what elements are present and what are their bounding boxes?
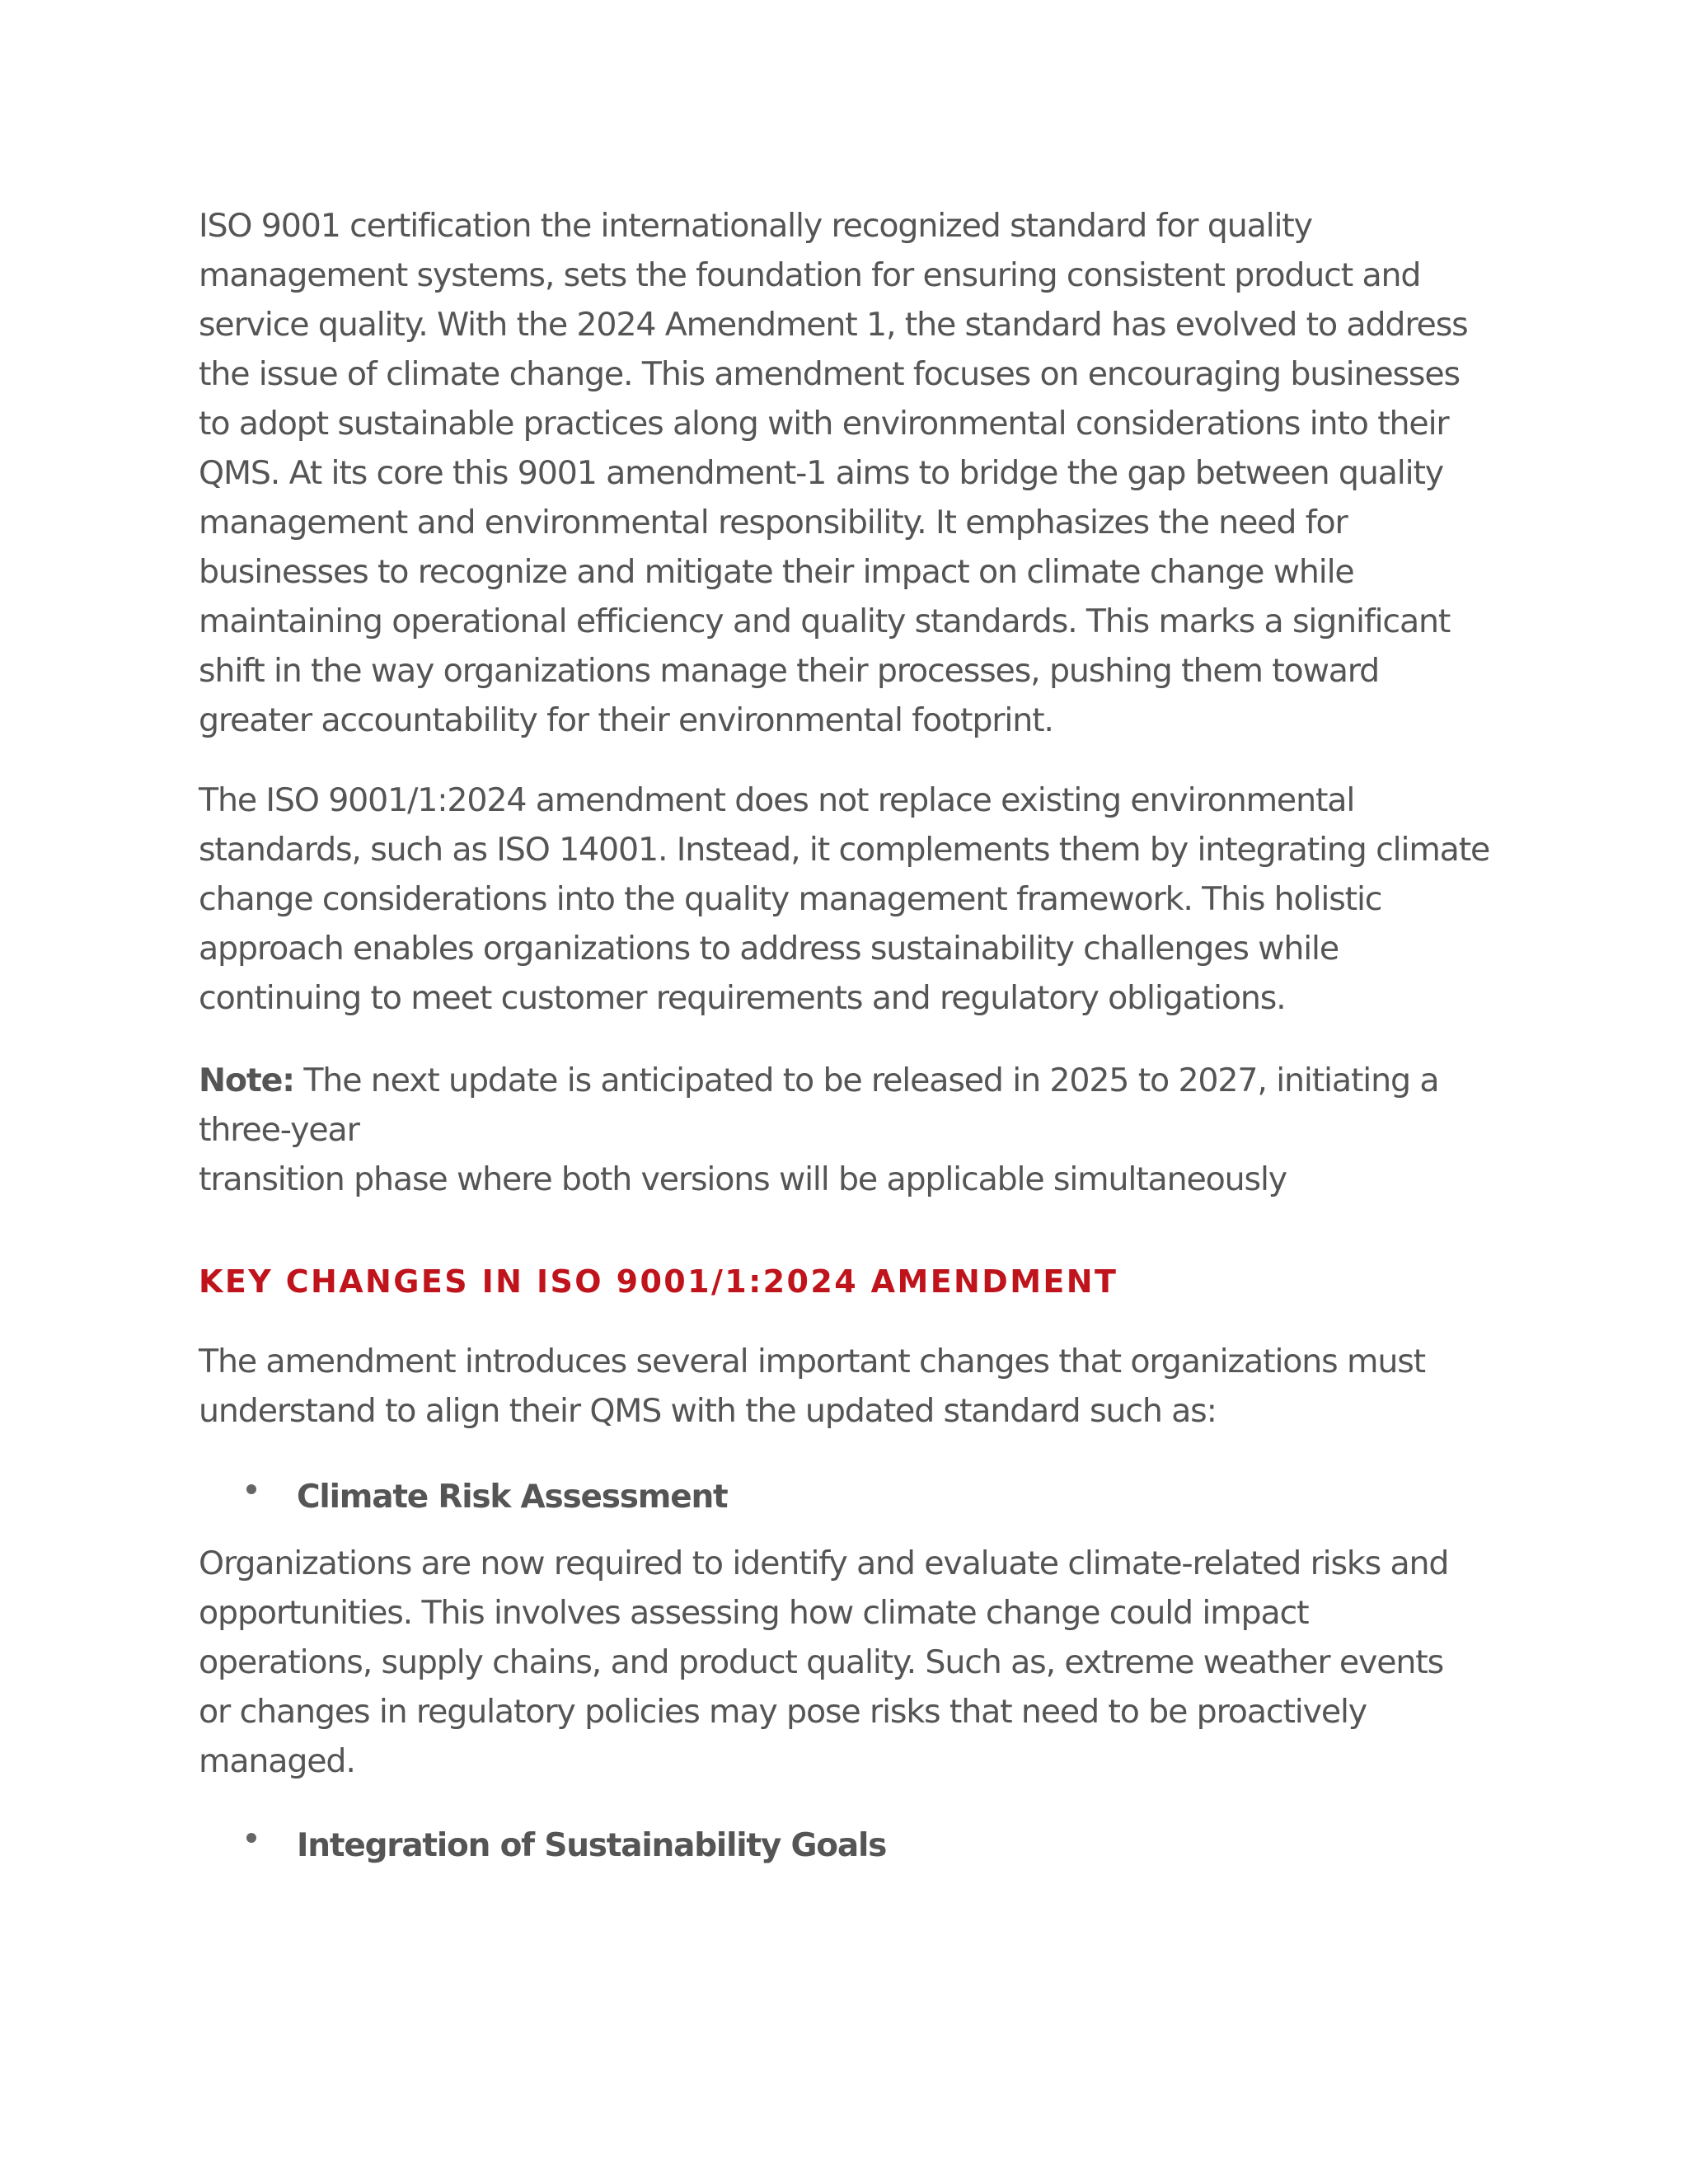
intro-paragraph-1: ISO 9001 certification the internationally recognized standard for quality management systems, sets the foundation for ensuring consistent product and service quality. With the 2024 Amendment 1, the standard has evolved to address the issue of climate change. This amendment focuses on encouraging businesses to adopt sustainable practices along with environmental considerations into their QMS. At its core this 9001 amendment-1 aims to bridge the gap between quality management and environmental responsibility. It emphasizes the need for businesses to recognize and mitigate their impact on climate change while maintaining operational efficiency and quality standards. This marks a significant shift in the way organizations manage their processes, pushing them toward greater accountability for their environmental footprint. — [199, 207, 1468, 739]
note-paragraph — [199, 1056, 1501, 1204]
list-item-title: Climate Risk Assessment — [297, 1479, 728, 1516]
note-text: The next update is anticipated to be released in 2025 to 2027, initiating a three-year transition phase where both versions will be applicable simultaneously — [199, 1062, 1439, 1198]
section-heading: KEY CHANGES IN ISO 9001/1:2024 AMENDMENT — [199, 1263, 1118, 1300]
bullet-icon — [246, 1833, 256, 1843]
list-item-title: Integration of Sustainability Goals — [297, 1827, 887, 1864]
bullet-icon — [246, 1484, 256, 1494]
section-intro-paragraph: The amendment introduces several important changes that organizations must understand to align their QMS with the updated standard such as: — [199, 1343, 1425, 1430]
list-item — [199, 1821, 1501, 1871]
list-item — [199, 1473, 1501, 1522]
intro-paragraph-2: The ISO 9001/1:2024 amendment does not replace existing environmental standards, such as ISO 14001. Instead, it complements them by integrating climate change considerations into the quality management framework. This holistic approach enables organizations to address sustainability challenges while continuing to meet customer requirements and regulatory obligations. — [199, 781, 1490, 1017]
list-item-body: Organizations are now required to identify and evaluate climate-related risks and opportunities. This involves assessing how climate change could impact operations, supply chains, and product quality. Such as, extreme weather events or changes in regulatory policies may pose risks that need to be proactively managed. — [199, 1544, 1449, 1780]
note-label: Note: — [199, 1062, 294, 1099]
